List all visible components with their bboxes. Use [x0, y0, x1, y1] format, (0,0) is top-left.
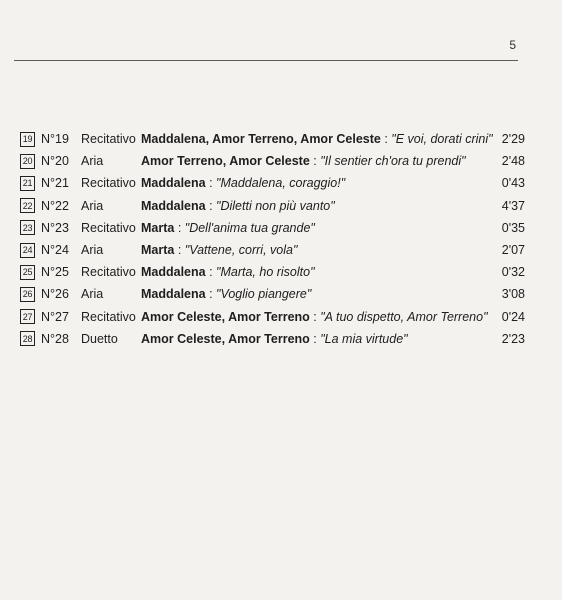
duration: 0'43 [501, 176, 525, 191]
separator: : [174, 220, 185, 235]
piece-description [141, 199, 495, 213]
incipit: "Il sentier ch'ora tu prendi" [320, 154, 466, 169]
incipit: "Marta, ho risolto" [216, 265, 315, 280]
piece-description [141, 265, 495, 279]
piece-type: Recitativo [81, 220, 136, 235]
separator: : [205, 287, 217, 302]
characters: Maddalena [141, 265, 206, 280]
piece-type: Aria [81, 243, 104, 258]
piece-type: Recitativo [81, 309, 136, 324]
characters: Maddalena [141, 287, 206, 302]
duration: 0'32 [501, 265, 525, 280]
incipit: "A tuo dispetto, Amor Terreno" [320, 309, 488, 324]
incipit: "E voi, dorati crini" [391, 132, 493, 147]
piece-description [141, 287, 495, 301]
track-number-box: 22 [20, 198, 35, 213]
piece-number: N°21 [41, 176, 69, 191]
piece-type: Recitativo [81, 265, 136, 280]
piece-description [141, 243, 495, 257]
separator: : [205, 198, 217, 213]
piece-description [141, 132, 495, 146]
piece-type: Recitativo [81, 176, 136, 191]
piece-number: N°19 [41, 132, 69, 147]
separator: : [205, 176, 217, 191]
duration: 0'24 [501, 309, 525, 324]
separator: : [174, 243, 185, 258]
piece-number: N°27 [41, 309, 69, 324]
piece-number: N°28 [41, 331, 69, 346]
piece-description [141, 332, 495, 346]
duration: 3'08 [501, 287, 525, 302]
incipit: "Maddalena, coraggio!" [216, 176, 346, 191]
piece-description [141, 154, 495, 168]
track-row [20, 283, 525, 305]
piece-description [141, 221, 495, 235]
separator: : [309, 309, 321, 324]
piece-number: N°25 [41, 265, 69, 280]
characters: Amor Celeste, Amor Terreno [141, 331, 310, 346]
piece-type: Duetto [81, 331, 118, 346]
piece-type: Recitativo [81, 132, 136, 147]
duration: 2'07 [501, 243, 525, 258]
duration: 2'29 [501, 132, 525, 147]
incipit: "Dell'anima tua grande" [184, 220, 315, 235]
characters: Maddalena, Amor Terreno, Amor Celeste [141, 132, 381, 147]
separator: : [205, 265, 217, 280]
incipit: "Vattene, corri, vola" [184, 243, 298, 258]
characters: Maddalena [141, 176, 206, 191]
piece-description [141, 176, 495, 190]
duration: 0'35 [501, 220, 525, 235]
separator: : [309, 154, 321, 169]
characters: Marta [141, 243, 175, 258]
track-row [20, 150, 525, 172]
characters: Amor Terreno, Amor Celeste [141, 154, 310, 169]
piece-type: Aria [81, 287, 104, 302]
incipit: "Diletti non più vanto" [216, 198, 335, 213]
track-number-box: 26 [20, 287, 35, 302]
track-number-box: 19 [20, 132, 35, 147]
piece-number: N°23 [41, 220, 69, 235]
incipit: "La mia virtude" [320, 331, 408, 346]
track-number-box: 27 [20, 309, 35, 324]
track-number-box: 20 [20, 154, 35, 169]
duration: 2'23 [501, 331, 525, 346]
track-row [20, 128, 525, 150]
track-row [20, 261, 525, 283]
characters: Marta [141, 220, 175, 235]
page-number: 5 [509, 38, 516, 52]
track-number-box: 21 [20, 176, 35, 191]
duration: 2'48 [501, 154, 525, 169]
track-row [20, 239, 525, 261]
track-number-box: 25 [20, 265, 35, 280]
piece-type: Aria [81, 154, 104, 169]
piece-type: Aria [81, 198, 104, 213]
track-row [20, 306, 525, 328]
track-number-box: 28 [20, 331, 35, 346]
duration: 4'37 [501, 198, 525, 213]
header-rule [14, 60, 518, 61]
piece-number: N°26 [41, 287, 69, 302]
track-number-box: 24 [20, 243, 35, 258]
track-row [20, 328, 525, 350]
piece-number: N°22 [41, 198, 69, 213]
track-row [20, 217, 525, 239]
separator: : [309, 331, 321, 346]
piece-description [141, 310, 495, 324]
characters: Amor Celeste, Amor Terreno [141, 309, 310, 324]
piece-number: N°24 [41, 243, 69, 258]
track-row [20, 195, 525, 217]
track-number-box: 23 [20, 220, 35, 235]
characters: Maddalena [141, 198, 206, 213]
track-list [20, 128, 525, 350]
separator: : [380, 132, 392, 147]
track-row [20, 172, 525, 194]
incipit: "Voglio piangere" [216, 287, 312, 302]
piece-number: N°20 [41, 154, 69, 169]
